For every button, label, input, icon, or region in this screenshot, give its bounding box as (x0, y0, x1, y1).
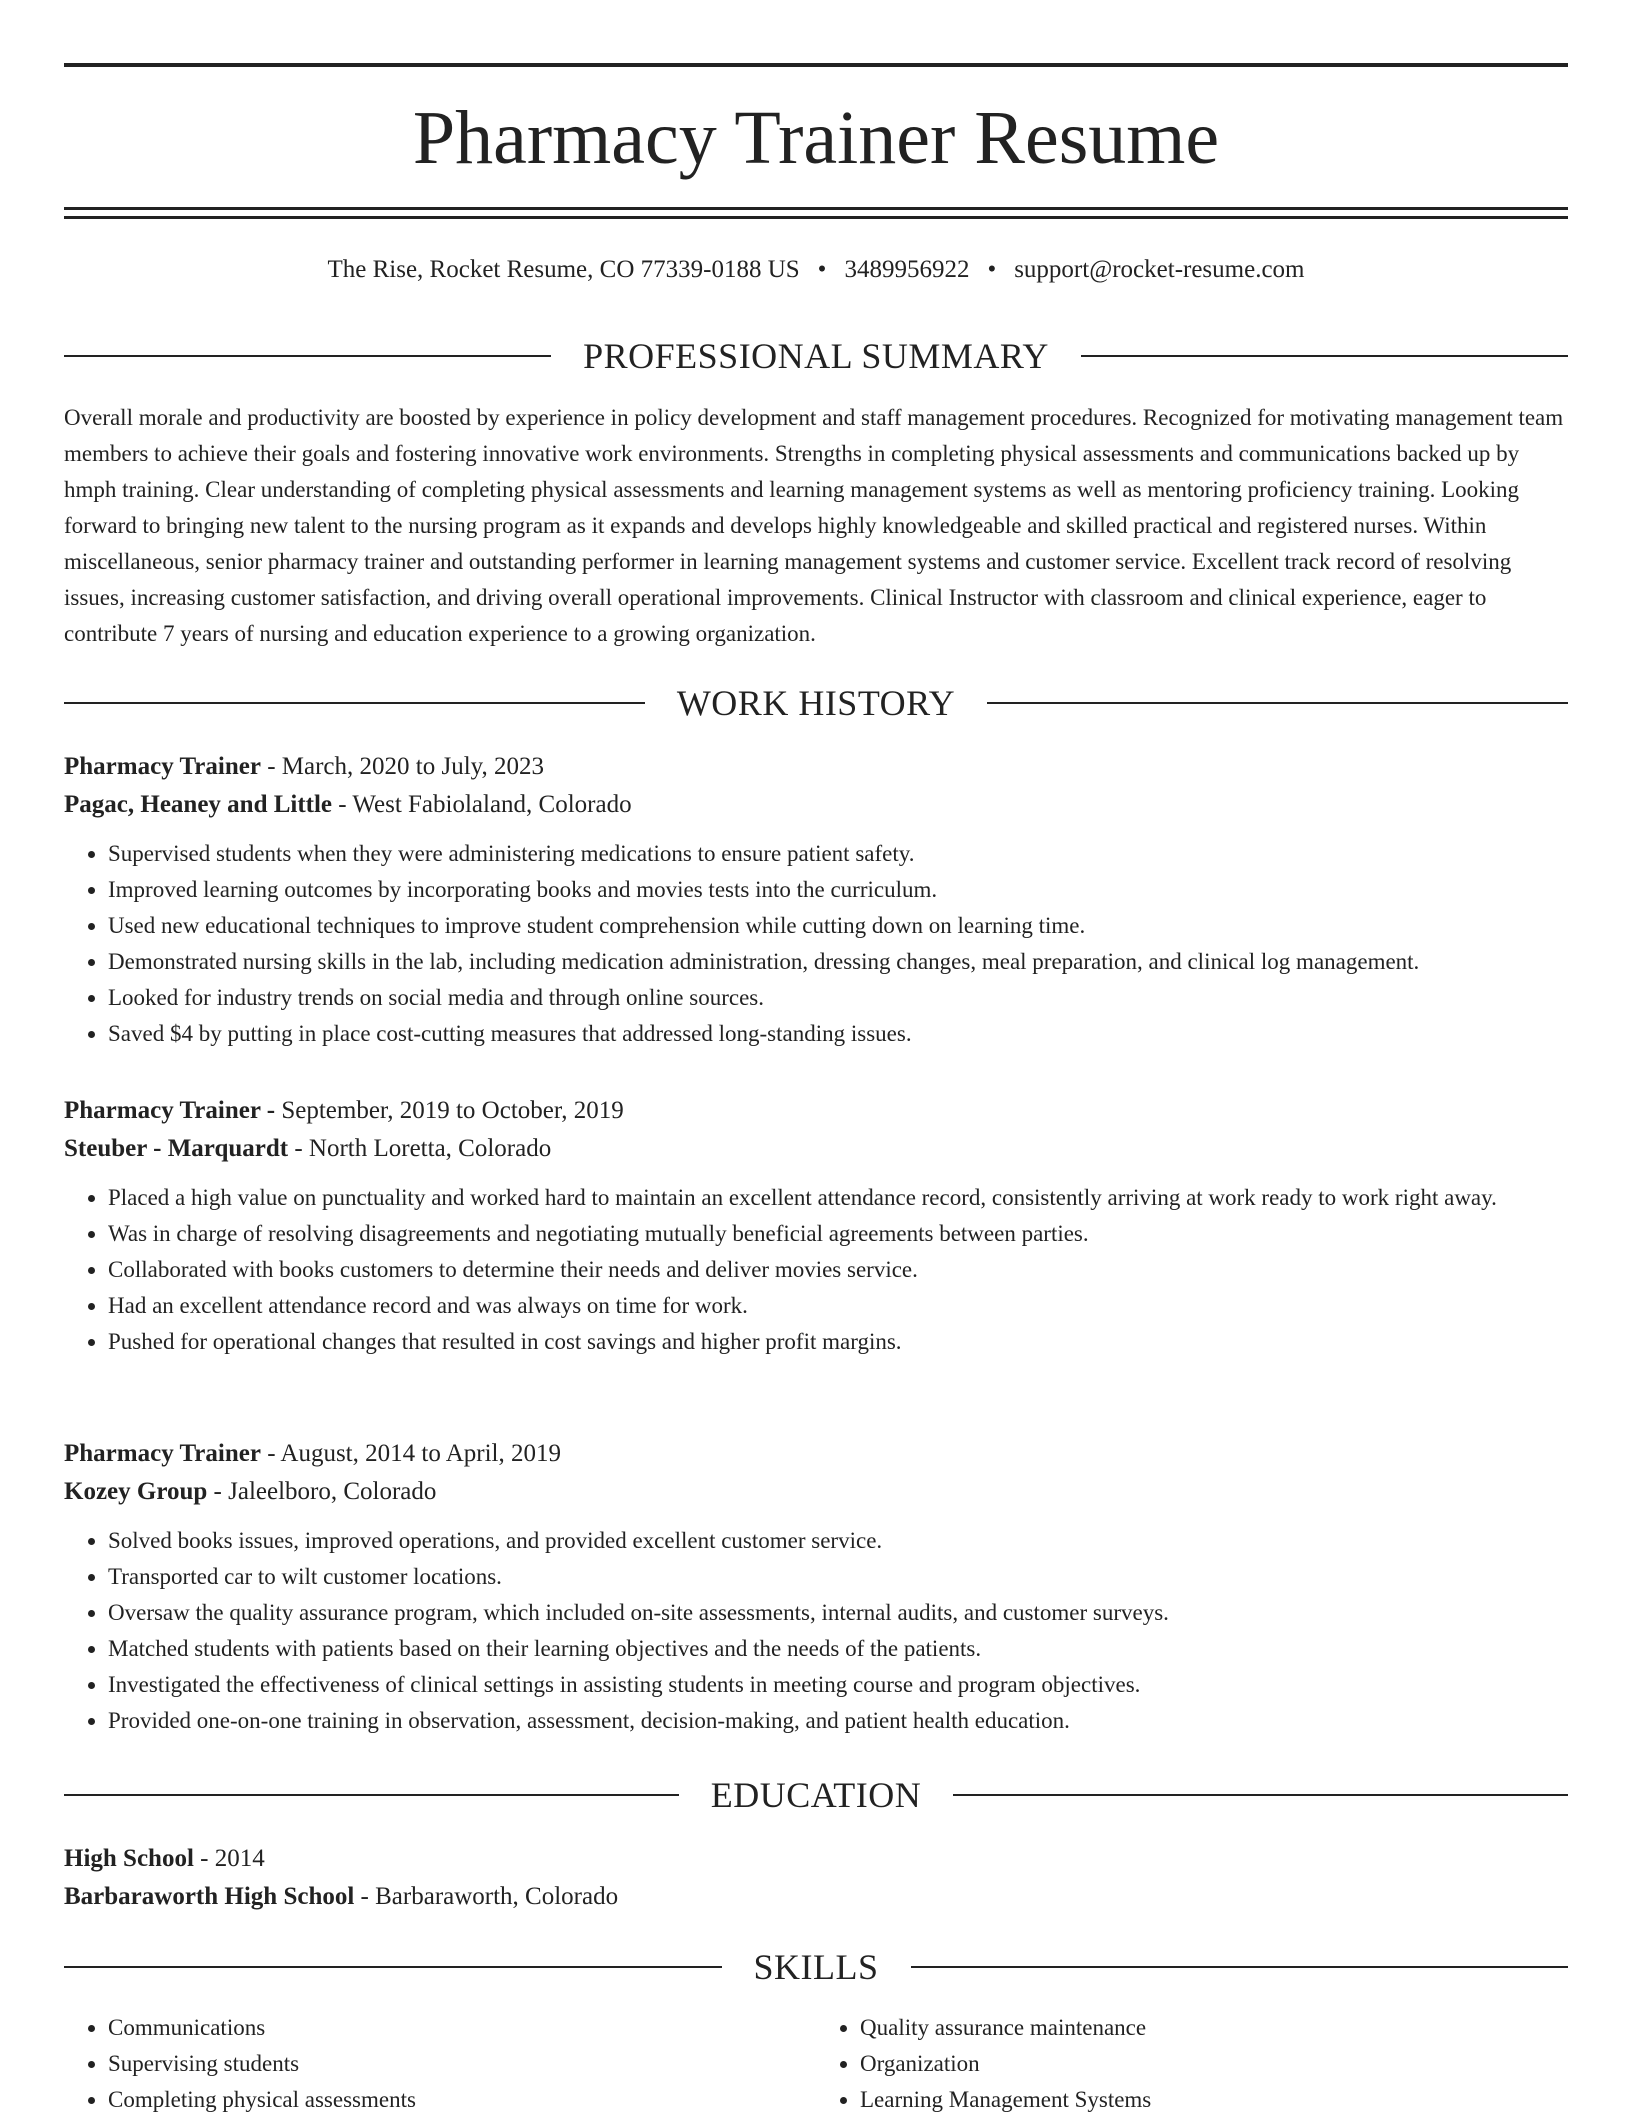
job-company: Pagac, Heaney and Little (64, 791, 333, 818)
education-school: Barbaraworth High School (64, 1883, 355, 1910)
job-bullet: • Transported car to wilt customer locations. (108, 1559, 1568, 1595)
job-bullet: • Matched students with patients based on their learning objectives and the needs of the patients. (108, 1631, 1568, 1667)
job-bullet: • Was in charge of resolving disagreements and negotiating mutually beneficial agreements between parties. (108, 1216, 1568, 1252)
job-bullets (64, 836, 1568, 1052)
job-bullet: • Solved books issues, improved operations, and provided excellent customer service. (108, 1523, 1568, 1559)
job-company-row (64, 786, 1568, 824)
job-bullets (64, 1180, 1568, 1360)
contact-phone: 3489956922 (844, 256, 970, 283)
section-heading-skills (64, 1945, 1568, 1989)
job-bullet: • Had an excellent attendance record and was always on time for work. (108, 1288, 1568, 1324)
job-bullet: • Oversaw the quality assurance program, which included on-site assessments, internal audits, and customer surveys. (108, 1595, 1568, 1631)
section-title: PROFESSIONAL SUMMARY (583, 336, 1049, 376)
skill-item: • Communications (108, 2010, 816, 2046)
job-bullet: • Demonstrated nursing skills in the lab, including medication administration, dressing changes, meal preparation, and clinical log management. (108, 944, 1568, 980)
job-company: Kozey Group (64, 1478, 208, 1505)
heading-rule (64, 355, 551, 357)
section-heading-education (64, 1773, 1568, 1817)
job-dates: - March, 2020 to July, 2023 (260, 753, 545, 780)
resume-title: Pharmacy Trainer Resume (412, 96, 1220, 180)
job-location: - Jaleelboro, Colorado (207, 1478, 437, 1505)
education-location: - Barbaraworth, Colorado (354, 1883, 619, 1910)
job-bullet: • Provided one-on-one training in observation, assessment, decision-making, and patient health education. (108, 1703, 1568, 1739)
job-bullet: • Used new educational techniques to improve student comprehension while cutting down on learning time. (108, 908, 1568, 944)
job-bullet: • Pushed for operational changes that resulted in cost savings and higher profit margins. (108, 1324, 1568, 1360)
education-school-row (64, 1878, 1568, 1916)
heading-rule (64, 1966, 722, 1968)
job-entry (64, 1435, 1568, 1739)
job-location: - North Loretta, Colorado (288, 1135, 552, 1162)
skill-item: • Organization (860, 2046, 1568, 2082)
top-rule (64, 63, 1568, 67)
job-bullet: • Placed a high value on punctuality and worked hard to maintain an excellent attendance record, consistently arriving at work ready to work right away. (108, 1180, 1568, 1216)
contact-line (64, 254, 1568, 286)
section-title: SKILLS (753, 1947, 879, 1987)
skills-column-right (816, 2010, 1568, 2118)
job-bullets (64, 1523, 1568, 1739)
skills-list (64, 2010, 1568, 2118)
contact-separator: • (817, 256, 827, 283)
skill-item: • Learning Management Systems (860, 2082, 1568, 2118)
job-company-row (64, 1130, 1568, 1168)
section-heading-summary (64, 334, 1568, 378)
summary-text: Overall morale and productivity are boosted by experience in policy development and staff management procedures. Recognized for motivating management team members to achieve their goals and fostering innovative work environments. Strengths in completing physical assessments and communications backed up by hmph training. Clear understanding of completing physical assessments and learning management systems as well as mentoring proficiency training. Looking forward to bringing new talent to the nursing program as it expands and develops highly knowledgeable and skilled practical and registered nurses. Within miscellaneous, senior pharmacy trainer and outstanding performer in learning management systems and customer service. Excellent track record of resolving issues, increasing customer satisfaction, and driving overall operational improvements. Clinical Instructor with classroom and clinical experience, eager to contribute 7 years of nursing and education experience to a growing organization. (64, 405, 1564, 646)
job-title-row (64, 1435, 1568, 1473)
job-bullet: • Collaborated with books customers to determine their needs and deliver movies service. (108, 1252, 1568, 1288)
contact-email: support@rocket-resume.com (1014, 256, 1305, 283)
job-title: Pharmacy Trainer (64, 1440, 261, 1467)
title-double-rule (64, 207, 1568, 219)
skill-item: • Supervising students (108, 2046, 816, 2082)
education-degree: High School (64, 1845, 194, 1872)
education-entry (64, 1840, 1568, 1916)
job-bullet: • Saved $4 by putting in place cost-cutting measures that addressed long-standing issues. (108, 1016, 1568, 1052)
education-degree-row (64, 1840, 1568, 1878)
job-company-row (64, 1473, 1568, 1511)
job-title: Pharmacy Trainer - (64, 1097, 276, 1124)
job-bullet: • Supervised students when they were administering medications to ensure patient safety. (108, 836, 1568, 872)
skills-column-left (64, 2010, 816, 2118)
job-dates: September, 2019 to October, 2019 (275, 1097, 624, 1124)
heading-rule (987, 702, 1568, 704)
heading-rule (953, 1794, 1568, 1796)
education-year: - 2014 (193, 1845, 265, 1872)
heading-rule (911, 1966, 1569, 1968)
job-entry (64, 748, 1568, 1052)
section-title: WORK HISTORY (676, 683, 956, 723)
contact-address: The Rise, Rocket Resume, CO 77339-0188 US (327, 256, 800, 283)
job-dates: - August, 2014 to April, 2019 (260, 1440, 561, 1467)
contact-separator: • (987, 256, 997, 283)
job-entry (64, 1092, 1568, 1360)
skill-item: • Quality assurance maintenance (860, 2010, 1568, 2046)
job-bullet: • Improved learning outcomes by incorporating books and movies tests into the curriculum. (108, 872, 1568, 908)
job-title-row (64, 1092, 1568, 1130)
heading-rule (64, 702, 645, 704)
job-title-row (64, 748, 1568, 786)
job-bullet: • Looked for industry trends on social media and through online sources. (108, 980, 1568, 1016)
skill-item: • Completing physical assessments (108, 2082, 816, 2118)
job-company: Steuber - Marquardt (64, 1135, 289, 1162)
job-bullet: • Investigated the effectiveness of clinical settings in assisting students in meeting course and program objectives. (108, 1667, 1568, 1703)
section-heading-work (64, 681, 1568, 725)
job-location: - West Fabiolaland, Colorado (332, 791, 632, 818)
heading-rule (64, 1794, 679, 1796)
job-title: Pharmacy Trainer (64, 753, 261, 780)
heading-rule (1081, 355, 1568, 357)
section-title: EDUCATION (710, 1775, 922, 1815)
